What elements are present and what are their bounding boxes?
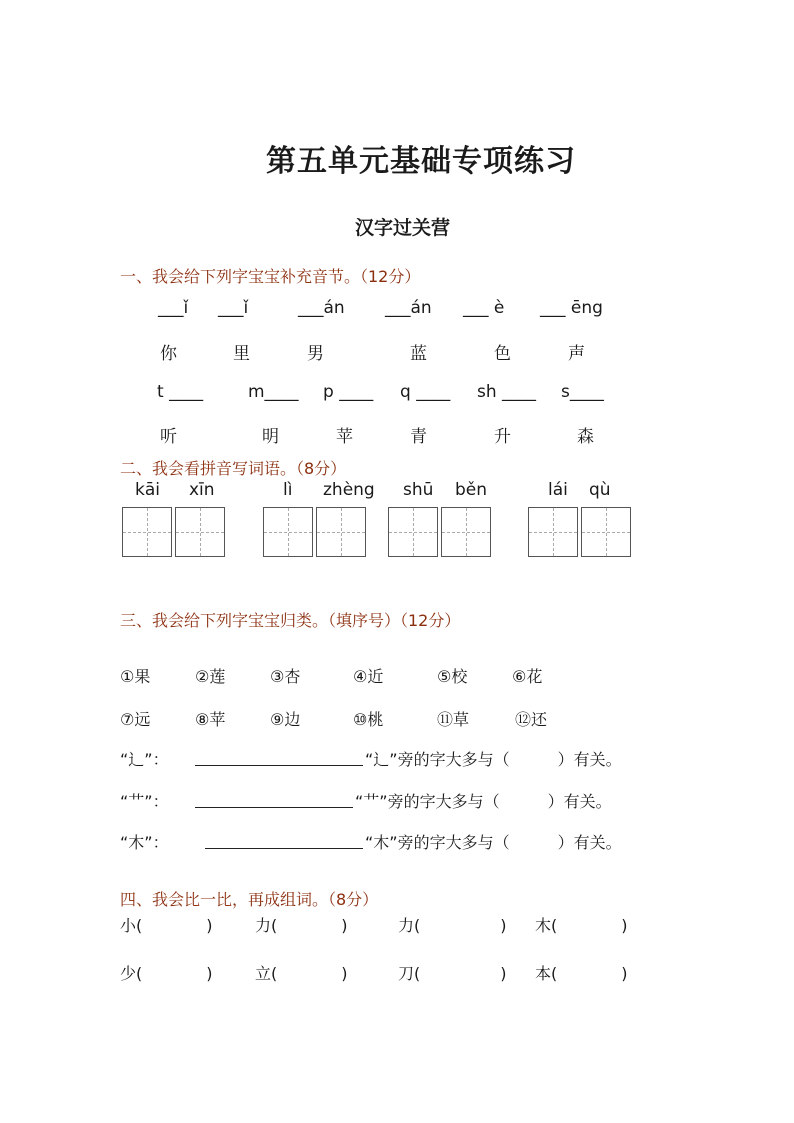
q1-pinyin-12[interactable]: s____ [561, 382, 604, 402]
q1-char-7: 听 [160, 427, 177, 447]
tianzige-cell[interactable] [263, 507, 313, 557]
q4-item-7[interactable]: 刀( ) [398, 964, 507, 983]
page-subtitle: 汉字过关营 [355, 217, 451, 239]
q3-option-5: ⑤校 [437, 667, 468, 686]
q3-option-6: ⑥花 [512, 667, 543, 686]
q2-write-box-2[interactable] [263, 507, 369, 557]
q3-category-label-3: “木”： [120, 833, 169, 852]
section-3-heading: 三、我会给下列字宝宝归类。（填序号）（12分） [120, 611, 461, 630]
q1-char-6: 声 [568, 344, 585, 364]
q4-item-1[interactable]: 小( ) [120, 916, 213, 935]
q1-pinyin-9[interactable]: p ____ [323, 382, 374, 402]
q2-pinyin-3b: běn [455, 480, 488, 500]
q4-item-6[interactable]: 立( ) [255, 964, 348, 983]
q2-write-box-4[interactable] [528, 507, 634, 557]
tianzige-cell[interactable] [581, 507, 631, 557]
section-1-heading: 一、我会给下列字宝宝补充音节。（12分） [120, 267, 421, 286]
q4-item-2[interactable]: 力( ) [255, 916, 348, 935]
section-2-heading: 二、我会看拼音写词语。（8分） [120, 459, 347, 478]
q3-option-11: ⑪草 [437, 710, 470, 729]
q2-pinyin-1a: kāi [135, 480, 160, 500]
q3-option-12: ⑫还 [515, 710, 548, 729]
q2-pinyin-4a: lái [548, 480, 568, 500]
q1-pinyin-10[interactable]: q ____ [400, 382, 451, 402]
q1-char-1: 你 [160, 344, 177, 364]
tianzige-cell[interactable] [316, 507, 366, 557]
q3-option-7: ⑦远 [120, 710, 151, 729]
tianzige-cell[interactable] [441, 507, 491, 557]
tianzige-cell[interactable] [122, 507, 172, 557]
q4-item-3[interactable]: 力( ) [398, 916, 507, 935]
q1-pinyin-3[interactable]: ___án [298, 298, 345, 318]
q2-pinyin-1b: xīn [189, 480, 215, 500]
section-4-heading: 四、我会比一比，再成组词。（8分） [120, 890, 379, 909]
q1-char-11: 升 [494, 427, 511, 447]
q2-write-box-1[interactable] [122, 507, 228, 557]
q2-pinyin-4b: qù [589, 480, 611, 500]
tianzige-cell[interactable] [175, 507, 225, 557]
q1-char-10: 青 [410, 427, 427, 447]
q3-answer-line-1[interactable] [195, 747, 363, 766]
q1-pinyin-6[interactable]: ___ ēng [540, 298, 603, 318]
q3-option-4: ④近 [353, 667, 384, 686]
tianzige-cell[interactable] [388, 507, 438, 557]
q3-answer-line-2[interactable] [195, 789, 353, 808]
q1-pinyin-2[interactable]: ___ǐ [218, 298, 249, 318]
q3-category-text-2: “艹”旁的字大多与（ ）有关。 [355, 792, 612, 811]
q2-pinyin-3a: shū [403, 480, 434, 500]
q1-char-8: 明 [262, 427, 279, 447]
q2-write-box-3[interactable] [388, 507, 494, 557]
q3-category-label-1: “辶”： [120, 750, 169, 769]
q1-pinyin-1[interactable]: ___ǐ [158, 298, 189, 318]
tianzige-cell[interactable] [528, 507, 578, 557]
q3-option-9: ⑨边 [270, 710, 301, 729]
q2-pinyin-2b: zhèng [323, 480, 375, 500]
q3-option-8: ⑧苹 [195, 710, 226, 729]
q1-char-3: 男 [307, 344, 324, 364]
q4-item-5[interactable]: 少( ) [120, 964, 213, 983]
q1-char-5: 色 [494, 344, 511, 364]
q1-char-9: 苹 [336, 427, 353, 447]
q1-pinyin-11[interactable]: sh ____ [477, 382, 537, 402]
q3-option-10: ⑩桃 [353, 710, 384, 729]
q1-pinyin-8[interactable]: m____ [248, 382, 299, 402]
q3-category-text-1: “辶”旁的字大多与（ ）有关。 [365, 750, 622, 769]
q1-pinyin-5[interactable]: ___ è [463, 298, 505, 318]
q3-answer-line-3[interactable] [205, 830, 363, 849]
q3-option-3: ③杏 [270, 667, 301, 686]
q4-item-8[interactable]: 本( ) [535, 964, 628, 983]
q1-char-2: 里 [233, 344, 250, 364]
q3-option-2: ②莲 [195, 667, 226, 686]
q3-option-1: ①果 [120, 667, 151, 686]
q3-category-text-3: “木”旁的字大多与（ ）有关。 [365, 833, 622, 852]
q4-item-4[interactable]: 木( ) [535, 916, 628, 935]
q1-pinyin-4[interactable]: ___án [385, 298, 432, 318]
q2-pinyin-2a: lì [283, 480, 293, 500]
q3-category-label-2: “艹”： [120, 792, 169, 811]
q1-char-4: 蓝 [410, 344, 427, 364]
page-title: 第五单元基础专项练习 [266, 144, 576, 179]
q1-char-12: 森 [577, 427, 594, 447]
q1-pinyin-7[interactable]: t ____ [157, 382, 204, 402]
